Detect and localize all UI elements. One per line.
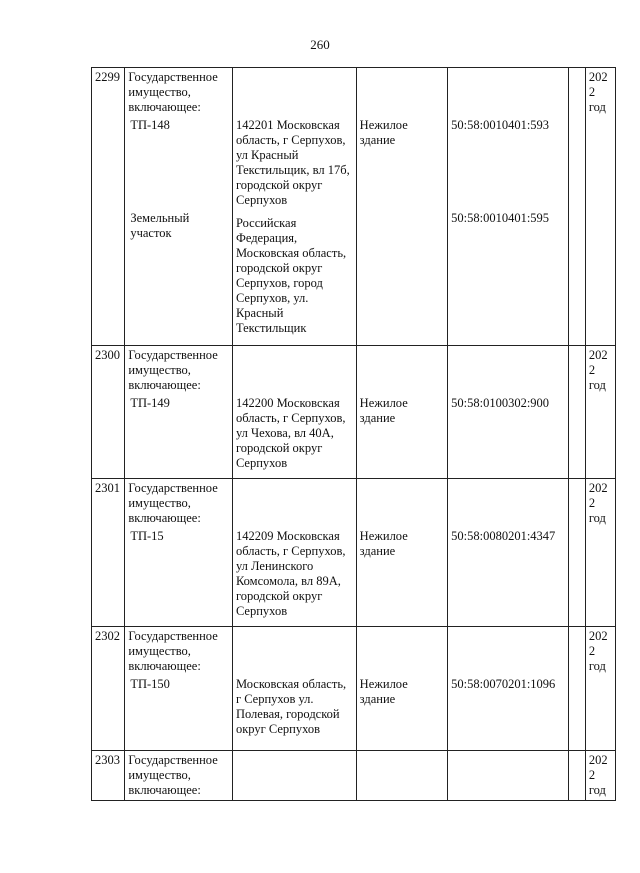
- item-type: Нежилое здание: [359, 118, 408, 147]
- property-title: Государственное имущество, включающее:: [128, 481, 218, 525]
- table-row: [92, 751, 616, 801]
- cadastral-cell: [448, 751, 569, 801]
- address-cell: [232, 479, 356, 627]
- property-name-cell: [125, 479, 233, 627]
- row-number: 2302: [92, 627, 125, 751]
- item-name: ТП-150: [130, 677, 170, 691]
- year-cell: 2022 год: [585, 627, 615, 751]
- row-number: 2303: [92, 751, 125, 801]
- property-title: Государственное имущество, включающее:: [128, 753, 218, 797]
- property-name-cell: [125, 68, 233, 346]
- item-address: 142200 Московская область, г Серпухов, ул Чехова, вл 40А, городской округ Серпухов: [235, 396, 346, 470]
- empty-cell: [568, 627, 585, 751]
- item-name: Земельный участок: [130, 211, 190, 240]
- cadastral-cell: [448, 479, 569, 627]
- empty-cell: [568, 68, 585, 346]
- cadastral-cell: [448, 68, 569, 346]
- property-title: Государственное имущество, включающее:: [128, 70, 218, 114]
- property-title: Государственное имущество, включающее:: [128, 629, 218, 673]
- item-cadastral: 50:58:0070201:1096: [451, 677, 556, 691]
- type-cell: [356, 346, 447, 479]
- item-cadastral: 50:58:0010401:593: [451, 118, 550, 132]
- item-address: 142209 Московская область, г Серпухов, ул Ленинского Комсомола, вл 89А, городской округ Серпухов: [235, 529, 346, 618]
- row-number: 2301: [92, 479, 125, 627]
- item-cadastral: 50:58:0080201:4347: [451, 529, 556, 543]
- table-row: [92, 346, 616, 479]
- year-cell: 2022 год: [585, 68, 615, 346]
- item-address: 142201 Московская область, г Серпухов, ул Красный Текстильщик, вл 17б, городской округ Серпухов: [235, 118, 350, 207]
- property-name-cell: [125, 751, 233, 801]
- cadastral-cell: [448, 627, 569, 751]
- item-type: Нежилое здание: [359, 396, 408, 425]
- item-name: ТП-15: [130, 529, 164, 543]
- table-row: [92, 627, 616, 751]
- address-cell: [232, 346, 356, 479]
- year-cell: 2022 год: [585, 346, 615, 479]
- empty-cell: [568, 751, 585, 801]
- row-number: 2300: [92, 346, 125, 479]
- address-cell: [232, 751, 356, 801]
- year-cell: 2022 год: [585, 751, 615, 801]
- type-cell: [356, 479, 447, 627]
- page-number: 260: [310, 37, 330, 52]
- item-type: Нежилое здание: [359, 677, 408, 706]
- empty-cell: [568, 346, 585, 479]
- item-address: Российская Федерация, Московская область, городской округ Серпухов, город Серпухов, ул. Красный Текстильщик: [235, 216, 347, 335]
- item-name: ТП-148: [130, 118, 170, 132]
- property-name-cell: [125, 627, 233, 751]
- address-cell: [232, 68, 356, 346]
- item-name: ТП-149: [130, 396, 170, 410]
- type-cell: [356, 751, 447, 801]
- property-table: [91, 67, 616, 801]
- address-cell: [232, 627, 356, 751]
- item-cadastral: 50:58:0010401:595: [451, 211, 550, 225]
- type-cell: [356, 627, 447, 751]
- year-cell: 2022 год: [585, 479, 615, 627]
- empty-cell: [568, 479, 585, 627]
- item-address: Московская область, г Серпухов ул. Полевая, городской округ Серпухов: [235, 677, 347, 736]
- property-title: Государственное имущество, включающее:: [128, 348, 218, 392]
- type-cell: [356, 68, 447, 346]
- property-name-cell: [125, 346, 233, 479]
- row-number: 2299: [92, 68, 125, 346]
- table-row: [92, 68, 616, 346]
- item-cadastral: 50:58:0100302:900: [451, 396, 550, 410]
- cadastral-cell: [448, 346, 569, 479]
- item-type: Нежилое здание: [359, 529, 408, 558]
- table-row: [92, 479, 616, 627]
